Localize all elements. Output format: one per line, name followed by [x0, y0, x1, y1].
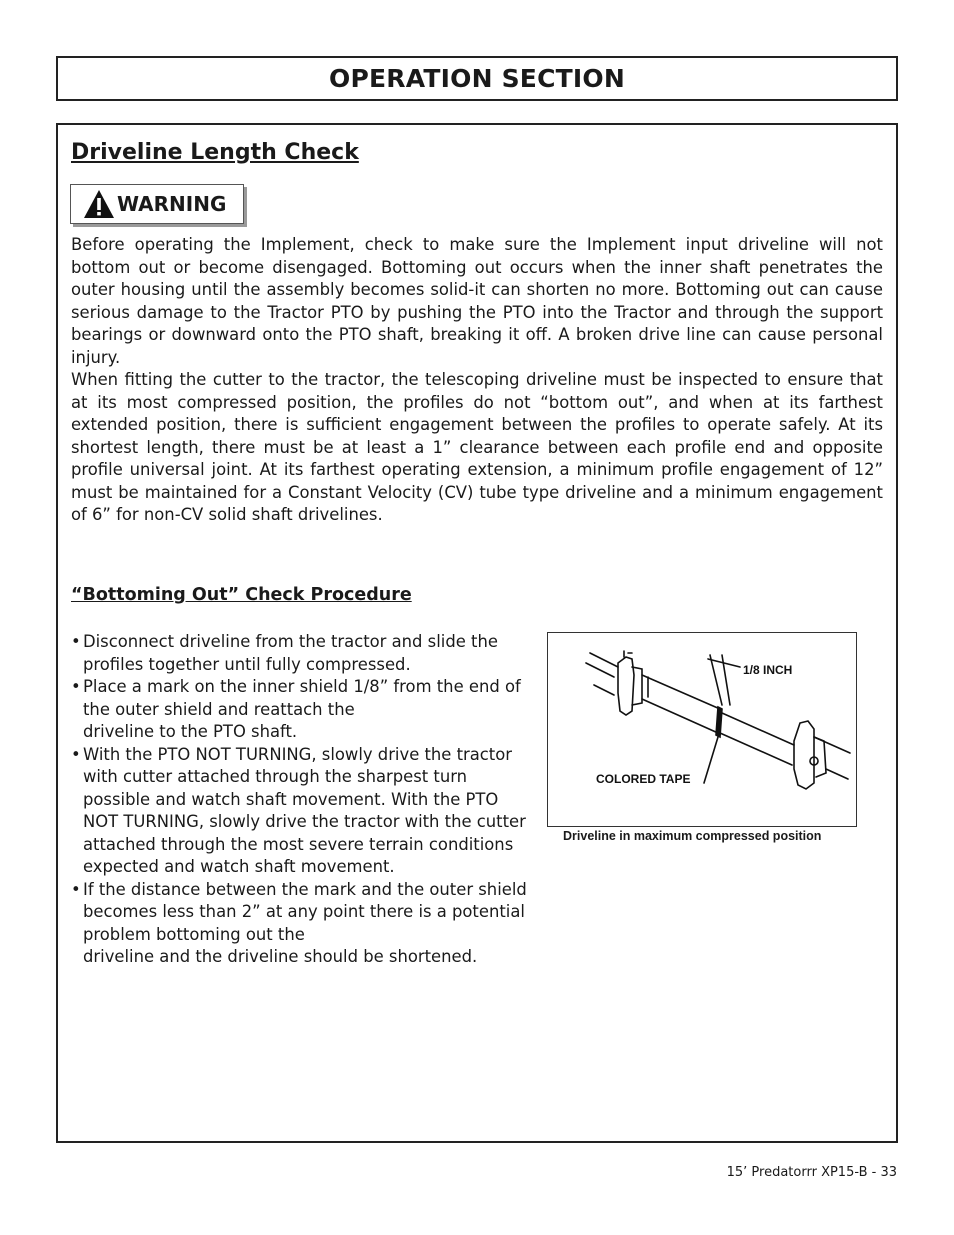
- section-header-title: OPERATION SECTION: [329, 64, 625, 93]
- list-item-text: With the PTO NOT TURNING, slowly drive the tractor with cutter attached through the sharpest turn possible and watch shaft movement. With the PTO NOT TURNING, slowly drive the tractor with the cutter attached through the most severe terrain conditions expected and watch shaft movement.: [83, 744, 526, 876]
- list-item-text: If the distance between the mark and the outer shield becomes less than 2” at any point there is a potential problem bottoming out the driveline and the driveline should be shortened.: [83, 879, 527, 966]
- figure-label-inch: 1/8 INCH: [743, 663, 793, 677]
- list-item: [71, 631, 531, 676]
- bullet-symbol: •: [71, 632, 81, 651]
- bullet-symbol: •: [71, 879, 81, 899]
- section-header: [56, 56, 898, 101]
- warning-badge: [70, 184, 244, 224]
- page-footer: 15’ Predatorrr XP15-B - 33: [726, 1165, 897, 1180]
- procedure-title: “Bottoming Out” Check Procedure: [71, 585, 412, 605]
- list-item-text: Place a mark on the inner shield 1/8” from the end of the outer shield and reattach the driveline to the PTO shaft.: [83, 677, 521, 741]
- figure-caption: Driveline in maximum compressed position: [563, 829, 822, 843]
- list-item: [71, 676, 531, 744]
- list-item: [71, 744, 531, 879]
- driveline-figure: [547, 632, 857, 827]
- bullet-symbol: •: [71, 744, 81, 764]
- list-item: [71, 879, 531, 969]
- warning-triangle-icon: [83, 189, 115, 219]
- bullet-symbol: •: [71, 677, 81, 696]
- procedure-list: [71, 631, 531, 969]
- paragraph-bottoming-warning: Before operating the Implement, check to make sure the Implement input driveline will not bottom out or become disengaged. Bottoming out occurs when the inner shaft penetrates the outer housing until the assembly becomes solid-it can shorten no more. Bottoming out can cause serious damage to the Tractor PTO by pushing the PTO into the Tractor and through the support bearings or downward onto the PTO shaft, breaking it off. A broken drive line can cause personal injury.: [71, 235, 883, 367]
- section-title: Driveline Length Check: [71, 140, 359, 165]
- driveline-illustration: [548, 633, 856, 826]
- warning-label: WARNING: [117, 192, 227, 216]
- list-item-text: Disconnect driveline from the tractor and slide the profiles together until fully compressed.: [83, 632, 498, 674]
- paragraph-fitting-instructions: When fitting the cutter to the tractor, the telescoping driveline must be inspected to ensure that at its most compressed position, the profiles do not “bottom out”, and when at its farthest extended position, there is sufficient engagement between the profiles to operate safely. At its shortest length, there must be at least a 1” clearance between each profile end and opposite profile universal joint. At its farthest operating extension, a minimum profile engagement of 12” must be maintained for a Constant Velocity (CV) tube type driveline and a minimum engagement of 6” for non-CV solid shaft drivelines.: [71, 370, 883, 524]
- figure-label-tape: COLORED TAPE: [596, 772, 691, 786]
